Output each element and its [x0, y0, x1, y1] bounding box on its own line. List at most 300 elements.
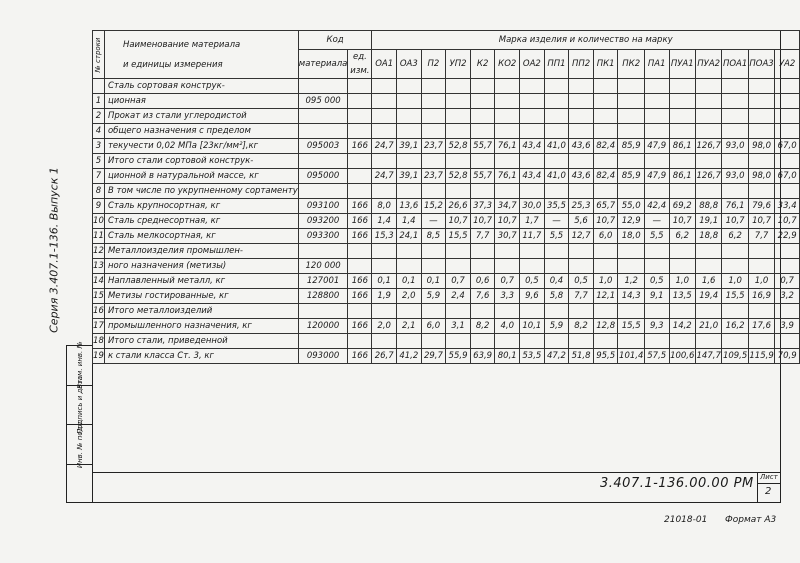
material-code: 095003 — [298, 139, 348, 154]
quantity-cell: 79,6 — [748, 199, 774, 214]
quantity-cell — [372, 259, 397, 274]
quantity-cell — [695, 184, 721, 199]
quantity-cell — [421, 244, 446, 259]
table-row — [93, 139, 800, 154]
quantity-cell — [470, 304, 495, 319]
quantity-cell — [722, 334, 748, 349]
quantity-cell: 52,8 — [446, 169, 471, 184]
quantity-cell: 10,7 — [446, 214, 471, 229]
quantity-cell — [544, 124, 569, 139]
quantity-cell: 16,9 — [748, 289, 774, 304]
quantity-cell — [569, 124, 594, 139]
quantity-cell — [748, 304, 774, 319]
quantity-cell: 15,3 — [372, 229, 397, 244]
quantity-cell — [397, 244, 422, 259]
material-code — [298, 109, 348, 124]
material-name: Сталь среднесортная, кг — [104, 214, 298, 229]
format-label: Формат А3 — [725, 515, 777, 525]
quantity-cell: 0,7 — [446, 274, 471, 289]
quantity-cell — [644, 94, 669, 109]
quantity-cell: 98,0 — [748, 169, 774, 184]
material-code: 128800 — [298, 289, 348, 304]
quantity-cell: 65,7 — [593, 199, 618, 214]
quantity-cell: 1,6 — [695, 274, 721, 289]
quantity-cell: 9,3 — [644, 319, 669, 334]
quantity-cell: 0,5 — [520, 274, 545, 289]
material-name: Наплавленный металл, кг — [104, 274, 298, 289]
quantity-cell: 5,5 — [544, 229, 569, 244]
quantity-cell: 0,1 — [421, 274, 446, 289]
quantity-cell — [372, 79, 397, 94]
quantity-cell: 12,8 — [593, 319, 618, 334]
quantity-cell — [748, 124, 774, 139]
quantity-cell: 5,5 — [644, 229, 669, 244]
table-row — [93, 334, 800, 349]
quantity-cell: 93,0 — [722, 169, 748, 184]
row-number: 3 — [93, 139, 105, 154]
stamp-cell: Подпись и дата — [67, 386, 92, 426]
quantity-cell: 47,9 — [644, 169, 669, 184]
table-row — [93, 304, 800, 319]
quantity-cell — [569, 79, 594, 94]
unit-code — [348, 154, 372, 169]
quantity-cell — [593, 259, 618, 274]
quantity-cell: 3,2 — [775, 289, 800, 304]
quantity-cell: 5,9 — [421, 289, 446, 304]
quantity-cell — [544, 334, 569, 349]
quantity-cell — [495, 259, 520, 274]
quantity-cell — [397, 124, 422, 139]
quantity-cell — [495, 184, 520, 199]
quantity-cell — [644, 259, 669, 274]
quantity-cell: 6,0 — [593, 229, 618, 244]
quantity-cell: 23,7 — [421, 139, 446, 154]
quantity-cell — [520, 304, 545, 319]
quantity-cell — [520, 79, 545, 94]
material-code — [298, 154, 348, 169]
quantity-cell — [722, 304, 748, 319]
quantity-cell: 18,0 — [618, 229, 644, 244]
quantity-cell — [544, 79, 569, 94]
quantity-cell: 1,2 — [618, 274, 644, 289]
quantity-cell — [520, 259, 545, 274]
row-number: 7 — [93, 169, 105, 184]
quantity-cell: 33,4 — [775, 199, 800, 214]
title-block-line — [92, 472, 781, 473]
quantity-cell — [593, 244, 618, 259]
quantity-cell — [446, 334, 471, 349]
quantity-cell — [569, 304, 594, 319]
quantity-cell: 7,7 — [569, 289, 594, 304]
quantity-cell — [669, 259, 695, 274]
quantity-cell — [644, 184, 669, 199]
mark-header: КО2 — [495, 50, 520, 79]
quantity-cell — [446, 109, 471, 124]
quantity-cell: 0,7 — [775, 274, 800, 289]
quantity-cell — [372, 244, 397, 259]
table-row — [93, 154, 800, 169]
quantity-cell: 95,5 — [593, 349, 618, 364]
mark-header: ПК1 — [593, 50, 618, 79]
quantity-cell: 19,4 — [695, 289, 721, 304]
quantity-cell: 0,5 — [569, 274, 594, 289]
quantity-cell: 3,3 — [495, 289, 520, 304]
quantity-cell: 5,6 — [569, 214, 594, 229]
quantity-cell: 88,8 — [695, 199, 721, 214]
material-code — [298, 304, 348, 319]
quantity-cell: 52,8 — [446, 139, 471, 154]
table-row — [93, 199, 800, 214]
material-code: 120000 — [298, 319, 348, 334]
quantity-cell: 23,7 — [421, 169, 446, 184]
quantity-cell: 1,4 — [397, 214, 422, 229]
quantity-cell: 6,2 — [722, 229, 748, 244]
quantity-cell — [446, 94, 471, 109]
quantity-cell — [644, 154, 669, 169]
mark-header: ПОА1 — [722, 50, 748, 79]
material-name: текучести 0,02 МПа [23кг/мм²],кг — [104, 139, 298, 154]
quantity-cell: 63,9 — [470, 349, 495, 364]
quantity-cell: 35,5 — [544, 199, 569, 214]
mark-header: ПОА3 — [748, 50, 774, 79]
material-code — [298, 79, 348, 94]
quantity-cell — [520, 334, 545, 349]
quantity-cell: 70,9 — [775, 349, 800, 364]
mark-header: ОА3 — [397, 50, 422, 79]
table-row — [93, 79, 800, 94]
table-row — [93, 274, 800, 289]
quantity-cell: 1,0 — [669, 274, 695, 289]
quantity-cell: 76,1 — [495, 139, 520, 154]
quantity-cell — [669, 109, 695, 124]
quantity-cell: 43,4 — [520, 139, 545, 154]
quantity-cell — [569, 259, 594, 274]
quantity-cell — [644, 244, 669, 259]
series-label: Серия 3.407.1-136. Выпуск 1 — [47, 167, 61, 333]
quantity-cell: 67,0 — [775, 169, 800, 184]
quantity-cell — [569, 154, 594, 169]
quantity-cell: 10,7 — [669, 214, 695, 229]
quantity-cell: 7,7 — [748, 229, 774, 244]
quantity-cell: 42,4 — [644, 199, 669, 214]
quantity-cell — [618, 154, 644, 169]
quantity-cell — [775, 79, 800, 94]
quantity-cell — [372, 124, 397, 139]
quantity-cell — [421, 304, 446, 319]
quantity-cell: 8,5 — [421, 229, 446, 244]
quantity-cell: 7,7 — [470, 229, 495, 244]
quantity-cell: 67,0 — [775, 139, 800, 154]
mark-header: К2 — [470, 50, 495, 79]
quantity-cell — [695, 154, 721, 169]
quantity-cell: 26,7 — [372, 349, 397, 364]
material-name: ного назначения (метизы) — [104, 259, 298, 274]
quantity-cell — [775, 244, 800, 259]
quantity-cell: 12,9 — [618, 214, 644, 229]
quantity-cell: 12,7 — [569, 229, 594, 244]
quantity-cell: 43,6 — [569, 169, 594, 184]
quantity-cell — [695, 259, 721, 274]
quantity-cell: 14,3 — [618, 289, 644, 304]
quantity-cell — [593, 334, 618, 349]
code-header: Код — [298, 31, 372, 50]
sheet-label: Лист — [760, 473, 778, 481]
quantity-cell — [421, 154, 446, 169]
quantity-cell — [397, 79, 422, 94]
row-number: 19 — [93, 349, 105, 364]
mark-header: ПУА2 — [695, 50, 721, 79]
table-row — [93, 229, 800, 244]
mark-header: УА2 — [775, 50, 800, 79]
quantity-cell — [669, 154, 695, 169]
quantity-cell — [520, 184, 545, 199]
quantity-cell — [644, 124, 669, 139]
quantity-cell: 12,1 — [593, 289, 618, 304]
quantity-cell: 10,7 — [748, 214, 774, 229]
unit-code — [348, 124, 372, 139]
quantity-cell — [669, 244, 695, 259]
material-code: 095000 — [298, 169, 348, 184]
quantity-cell: 10,7 — [470, 214, 495, 229]
quantity-cell: 76,1 — [722, 199, 748, 214]
table-row — [93, 94, 800, 109]
quantity-cell — [722, 259, 748, 274]
material-name: В том числе по укрупненному сортаменту — [104, 184, 298, 199]
side-stamp-strip — [66, 341, 92, 503]
quantity-cell: 16,2 — [722, 319, 748, 334]
quantity-cell: 53,5 — [520, 349, 545, 364]
table-row — [93, 184, 800, 199]
quantity-cell — [618, 109, 644, 124]
quantity-cell — [593, 94, 618, 109]
quantity-cell: 13,5 — [669, 289, 695, 304]
table-row — [93, 214, 800, 229]
unit-code — [348, 334, 372, 349]
quantity-cell — [569, 109, 594, 124]
material-code: 127001 — [298, 274, 348, 289]
quantity-cell: 0,1 — [397, 274, 422, 289]
quantity-cell: 19,1 — [695, 214, 721, 229]
quantity-cell — [470, 334, 495, 349]
quantity-cell — [520, 124, 545, 139]
quantity-cell: 21,0 — [695, 319, 721, 334]
quantity-cell — [748, 94, 774, 109]
quantity-cell: 37,3 — [470, 199, 495, 214]
quantity-cell — [722, 154, 748, 169]
quantity-cell — [593, 304, 618, 319]
material-name: промышленного назначения, кг — [104, 319, 298, 334]
quantity-cell — [544, 244, 569, 259]
stamp-cell — [67, 465, 92, 505]
quantity-cell — [669, 79, 695, 94]
quantity-cell: 14,2 — [669, 319, 695, 334]
unit-code: 166 — [348, 214, 372, 229]
quantity-cell: 43,6 — [569, 139, 594, 154]
quantity-cell — [569, 184, 594, 199]
quantity-cell — [421, 184, 446, 199]
quantity-cell: 1,0 — [722, 274, 748, 289]
quantity-cell: 15,5 — [722, 289, 748, 304]
mark-header: ПК2 — [618, 50, 644, 79]
quantity-cell: 0,4 — [544, 274, 569, 289]
sheet-box — [757, 472, 781, 503]
quantity-cell: 5,9 — [544, 319, 569, 334]
quantity-cell: 1,7 — [520, 214, 545, 229]
header-row-1 — [93, 31, 800, 50]
table-row — [93, 244, 800, 259]
quantity-cell: 86,1 — [669, 139, 695, 154]
quantity-cell — [748, 109, 774, 124]
quantity-cell: 57,5 — [644, 349, 669, 364]
quantity-cell — [695, 334, 721, 349]
quantity-cell — [544, 184, 569, 199]
quantity-cell — [775, 124, 800, 139]
quantity-cell: 76,1 — [495, 169, 520, 184]
table-row — [93, 109, 800, 124]
quantity-cell — [397, 334, 422, 349]
unit-code: 166 — [348, 349, 372, 364]
unit-code: 166 — [348, 274, 372, 289]
quantity-cell: 51,8 — [569, 349, 594, 364]
unit-code — [348, 259, 372, 274]
material-code: 095 000 — [298, 94, 348, 109]
quantity-cell — [520, 154, 545, 169]
quantity-cell — [544, 304, 569, 319]
document-number: 3.407.1-136.00.00 РМ — [600, 476, 754, 491]
quantity-cell — [695, 109, 721, 124]
quantity-cell: 41,0 — [544, 139, 569, 154]
quantity-cell — [748, 184, 774, 199]
quantity-cell — [593, 154, 618, 169]
unit-code: 166 — [348, 139, 372, 154]
row-number: 14 — [93, 274, 105, 289]
quantity-cell — [421, 94, 446, 109]
quantity-cell — [618, 79, 644, 94]
quantity-cell — [446, 79, 471, 94]
quantity-cell: 10,7 — [775, 214, 800, 229]
quantity-cell — [775, 109, 800, 124]
quantity-cell — [722, 109, 748, 124]
mark-header: П2 — [421, 50, 446, 79]
material-name: к стали класса Ст. 3, кг — [104, 349, 298, 364]
material-code: 093300 — [298, 229, 348, 244]
quantity-cell — [775, 94, 800, 109]
quantity-cell — [775, 334, 800, 349]
row-number: 15 — [93, 289, 105, 304]
quantity-cell — [470, 184, 495, 199]
quantity-cell — [695, 79, 721, 94]
quantity-cell — [470, 109, 495, 124]
quantity-cell: 0,5 — [644, 274, 669, 289]
quantity-cell — [421, 109, 446, 124]
quantity-cell — [618, 304, 644, 319]
quantity-cell: 47,2 — [544, 349, 569, 364]
quantity-cell: 18,8 — [695, 229, 721, 244]
row-no-header: № строки — [93, 31, 105, 79]
quantity-cell: 5,8 — [544, 289, 569, 304]
quantity-cell — [695, 304, 721, 319]
table-row — [93, 169, 800, 184]
material-code: 093000 — [298, 349, 348, 364]
quantity-cell — [593, 109, 618, 124]
quantity-cell — [446, 304, 471, 319]
quantity-cell — [372, 154, 397, 169]
quantity-cell: 126,7 — [695, 169, 721, 184]
quantity-cell — [520, 94, 545, 109]
quantity-cell: 30,7 — [495, 229, 520, 244]
material-name: Сталь крупносортная, кг — [104, 199, 298, 214]
quantity-cell: — — [421, 214, 446, 229]
stamp-cell: Взам. инв. № — [67, 346, 92, 386]
row-number: 11 — [93, 229, 105, 244]
quantity-cell: — — [644, 214, 669, 229]
quantity-cell: 17,6 — [748, 319, 774, 334]
material-name: ционной в натуральной массе, кг — [104, 169, 298, 184]
quantity-cell — [695, 94, 721, 109]
quantity-cell: 147,7 — [695, 349, 721, 364]
quantity-cell: 24,7 — [372, 139, 397, 154]
material-code: 093200 — [298, 214, 348, 229]
quantity-cell: 8,2 — [470, 319, 495, 334]
name-header: Наименование материала и единицы измерения — [104, 31, 298, 79]
quantity-cell: 2,0 — [372, 319, 397, 334]
quantity-cell — [669, 334, 695, 349]
table-row — [93, 349, 800, 364]
unit-code — [348, 79, 372, 94]
material-name: Сталь сортовая конструк- — [104, 79, 298, 94]
row-number: 8 — [93, 184, 105, 199]
material-name: Металлоизделия промышлен- — [104, 244, 298, 259]
quantity-cell: 8,2 — [569, 319, 594, 334]
quantity-cell: 0,1 — [372, 274, 397, 289]
quantity-cell: 2,4 — [446, 289, 471, 304]
material-name: Сталь мелкосортная, кг — [104, 229, 298, 244]
material-code: 120 000 — [298, 259, 348, 274]
quantity-cell: 0,6 — [470, 274, 495, 289]
quantity-cell: 13,6 — [397, 199, 422, 214]
stamp-cell: Инв. № подл. — [67, 425, 92, 465]
quantity-cell — [618, 244, 644, 259]
quantity-cell — [644, 79, 669, 94]
quantity-cell — [618, 334, 644, 349]
material-code — [298, 124, 348, 139]
mark-header: УП2 — [446, 50, 471, 79]
quantity-cell — [544, 109, 569, 124]
quantity-cell — [520, 244, 545, 259]
quantity-cell — [722, 94, 748, 109]
quantity-cell — [722, 184, 748, 199]
quantity-cell — [470, 79, 495, 94]
quantity-cell — [446, 244, 471, 259]
quantity-cell: 41,0 — [544, 169, 569, 184]
quantity-cell — [421, 334, 446, 349]
quantity-cell — [421, 259, 446, 274]
quantity-cell — [446, 259, 471, 274]
quantity-cell: 1,4 — [372, 214, 397, 229]
row-number: 4 — [93, 124, 105, 139]
mark-header: ПП1 — [544, 50, 569, 79]
quantity-cell: 6,2 — [669, 229, 695, 244]
row-number: 16 — [93, 304, 105, 319]
quantity-cell: 1,0 — [593, 274, 618, 289]
quantity-cell — [775, 259, 800, 274]
quantity-cell — [397, 94, 422, 109]
quantity-cell: 100,6 — [669, 349, 695, 364]
unit-header: ед. изм. — [348, 50, 372, 79]
row-number: 12 — [93, 244, 105, 259]
unit-code: 166 — [348, 199, 372, 214]
quantity-cell: 10,7 — [495, 214, 520, 229]
